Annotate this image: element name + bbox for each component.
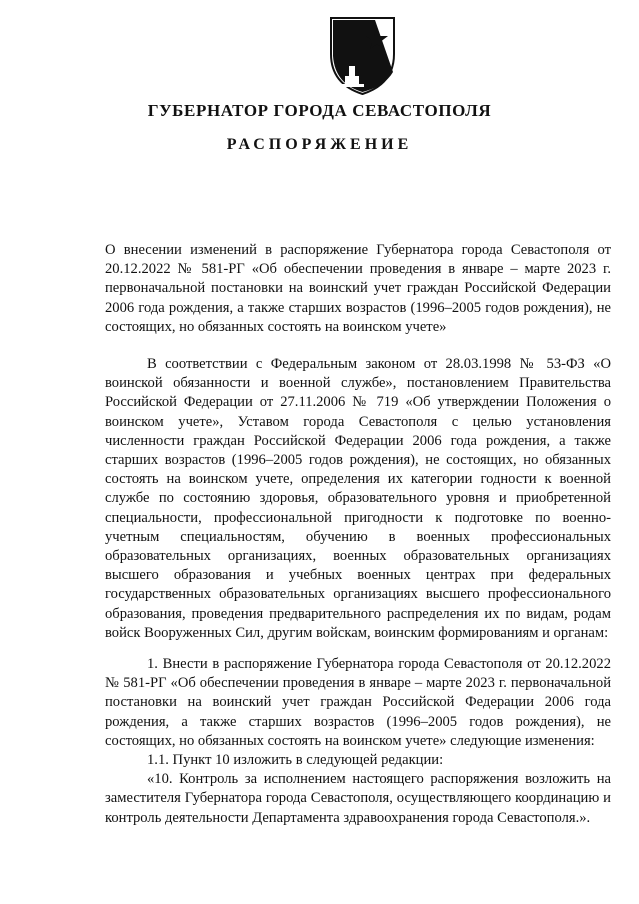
preamble-section <box>105 355 611 643</box>
item-1-1: 1.1. Пункт 10 изложить в следующей редакции: <box>147 752 444 769</box>
document-subject: О внесении изменений в распоряжение Губернатора города Севастополя от 20.12.2022 № 581-РГ «Об обеспечении проведения в январе – марте 2023 г. первоначальной постановки на воинский учет граждан Российской Федерации 2006 года рождения, а также старших возрастов (1996–2005 годов рождения), не состоящих, но обязанных состоять на воинском учете» <box>105 242 611 335</box>
sevastopol-coat-of-arms-icon <box>325 14 400 96</box>
document-type: РАСПОРЯЖЕНИЕ <box>226 136 413 153</box>
items-section <box>105 655 611 828</box>
preamble-paragraph: В соответствии с Федеральным законом от 28.03.1998 № 53-ФЗ «О воинской обязанности и военной службе», постановлением Правительства Российской Федерации от 27.11.2006 № 719 «Об утверждении Положения о воинском учете», Уставом города Севастополя с целью установления численности граждан Российской Федерации 2006 года рождения, а также старших возрастов (1996–2005 годов рождения), не состоящих, но обязанных состоять на воинском учете, определения их категории годности к военной службе по состоянию здоровья, образовательного уровня и приобретенной специальности, профессиональной пригодности к подготовке по военно-учетным специальностям, обучению в военных профессиональных образовательных организациях, военных образовательных организациях высшего образования и учебных военных центрах при федеральных государственных образовательных организациях высшего профессионального образования, проведения предварительного распределения их по видам, родам войск Вооруженных Сил, другим войскам, воинским формированиям и органам: <box>105 356 611 641</box>
authority-title: ГУБЕРНАТОР ГОРОДА СЕВАСТОПОЛЯ <box>147 101 492 120</box>
item-1-1-text: «10. Контроль за исполнением настоящего распоряжения возложить на заместителя Губернатора города Севастополя, осуществляющего координацию и контроль деятельности Департамента здравоохранения города Севастополя.». <box>105 771 611 826</box>
item-1: 1. Внести в распоряжение Губернатора города Севастополя от 20.12.2022 № 581-РГ «Об обеспечении проведения в январе – марте 2023 г. первоначальной постановки на воинский учет граждан Российской Федерации 2006 года рождения, а также старших возрастов (1996–2005 годов рождения), не состоящих, но обязанных состоять на воинском учете» следующие изменения: <box>105 656 611 749</box>
